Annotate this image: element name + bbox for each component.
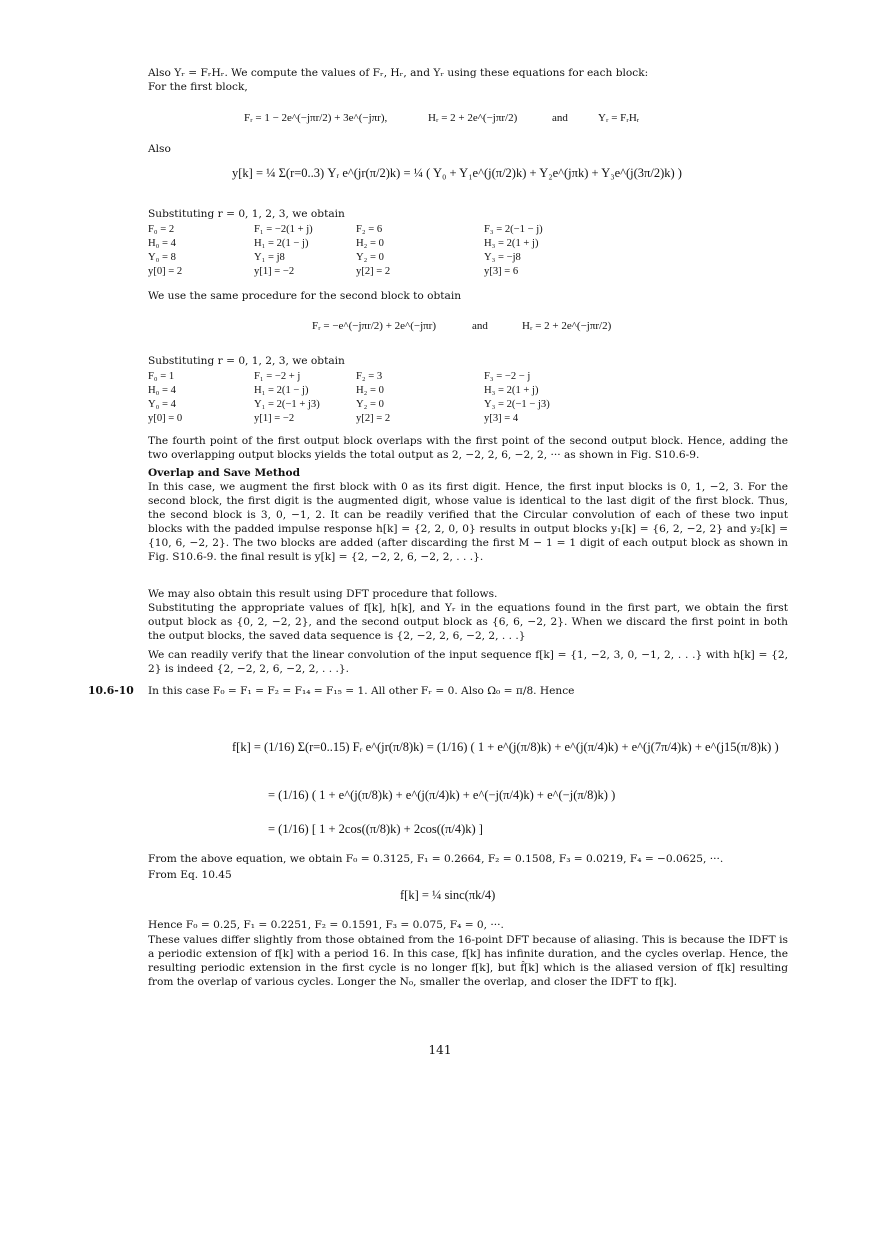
y-sum-equation: y[k] = ¼ Σ(r=0..3) Yᵣ e^(jr(π/2)k) = ¼ ( Y₀ + Y₁e^(j(π/2)k) + Y₂e^(jπk) + Y₃e^(j(3π/2)k) ) — [232, 166, 682, 180]
block2-H-equation: Hᵣ = 2 + 2e^(−jπr/2) — [522, 320, 612, 332]
fk-equation-2: = (1/16) ( 1 + e^(j(π/8)k) + e^(j(π/4)k) + e^(−j(π/4)k) + e^(−j(π/8)k) ) — [268, 788, 616, 802]
overlap-save-paragraph: In this case, we augment the first block with 0 as its first digit. Hence, the first input blocks is 0, 1, −2, 3. For the second block, the first digit is the augmented digit, whose value is identical to the last digit of the first block. Thus, the second block is 3, 0, −1, 2. It can be readily verified that the Circular convolution of each of these two input blocks with the padded impulse response h[k] = {2, 2, 0, 0} results in output blocks y₁[k] = {6, 2, −2, 2} and y₂[k] = {10, 6, −2, 2}. The two blocks are added (after discarding the first M − 1 = 1 digit of each output block as shown in Fig. S10.6-9. the final result is y[k] = {2, −2, 2, 6, −2, 2, . . .}. — [148, 481, 788, 563]
intro-line-1: Also Yᵣ = FᵣHᵣ. We compute the values of Fᵣ, Hᵣ, and Yᵣ using these equations for each block: — [148, 67, 649, 79]
fk-equation-1: f[k] = (1/16) Σ(r=0..15) Fᵣ e^(jr(π/8)k) = (1/16) ( 1 + e^(j(π/8)k) + e^(j(π/4)k) + e^(j(7π/4)k) + e^(j15(π/8)k) ) — [232, 740, 779, 754]
substituting-2: Substituting r = 0, 1, 2, 3, we obtain — [148, 355, 345, 367]
also-label: Also — [148, 143, 171, 155]
from-eq-line: From Eq. 10.45 — [148, 869, 232, 881]
verify-paragraph: We can readily verify that the linear convolution of the input sequence f[k] = {1, −2, 3, 0, −1, 2, . . .} with h[k] = {2, 2} is indeed {2, −2, 2, 6, −2, 2, . . .}. — [148, 649, 788, 675]
substituting-1: Substituting r = 0, 1, 2, 3, we obtain — [148, 208, 345, 220]
block1-F-equation: Fᵣ = 1 − 2e^(−jπr/2) + 3e^(−jπr), — [244, 112, 388, 124]
problem-intro: In this case F₀ = F₁ = F₂ = F₁₄ = F₁₅ = 1. All other Fᵣ = 0. Also Ω₀ = π/8. Hence — [148, 685, 575, 697]
block1-H-equation: Hᵣ = 2 + 2e^(−jπr/2) — [428, 112, 518, 124]
block2-and: and — [472, 320, 488, 332]
substitution-paragraph: Substituting the appropriate values of f[k], h[k], and Yᵣ in the equations found in the first part, we obtain the first output block as {0, 2, −2, 2}, and the second output block as {6, 6, −2, 2}. When we discard the first point in both the output blocks, the saved data sequence is {2, −2, 2, 6, −2, 2, . . .} — [148, 602, 788, 642]
from-above-line: From the above equation, we obtain F₀ = 0.3125, F₁ = 0.2664, F₂ = 0.1508, F₃ = 0.0219, F₄ = −0.0625, ···. — [148, 853, 724, 865]
overlap-save-heading: Overlap and Save Method — [148, 467, 300, 479]
fourth-point-paragraph: The fourth point of the first output block overlaps with the first point of the second output block. Hence, adding the two overlapping output blocks yields the total output as 2, −2, 2, 6, −2, 2, ··· as shown in Fig. S10.6-9. — [148, 435, 788, 461]
intro-line-2: For the first block, — [148, 81, 248, 93]
hence-line: Hence F₀ = 0.25, F₁ = 0.2251, F₂ = 0.1591, F₃ = 0.075, F₄ = 0, ···. — [148, 919, 504, 931]
sinc-equation: f[k] = ¼ sinc(πk/4) — [400, 888, 496, 902]
aliasing-paragraph: These values differ slightly from those obtained from the 16-point DFT because of aliasing. This is because the IDFT is a periodic extension of f[k] with a period 16. In this case, f[k] has infinite duration, and the cycles overlap. Hence, the resulting periodic extension in the first cycle is no longer f[k], but f̂[k] which is the aliased version of f[k] resulting from the overlap of various cycles. Longer the N₀, smaller the overlap, and closer the IDFT to f[k]. — [148, 934, 788, 988]
fk-equation-3: = (1/16) [ 1 + 2cos((π/8)k) + 2cos((π/4)k) ] — [268, 822, 483, 836]
same-procedure: We use the same procedure for the second block to obtain — [148, 290, 462, 302]
page-number: 141 — [428, 1043, 452, 1057]
block1-and: and — [552, 112, 568, 124]
block1-Y-equation: Yᵣ = FᵣHᵣ — [598, 112, 640, 124]
block2-F-equation: Fᵣ = −e^(−jπr/2) + 2e^(−jπr) — [312, 320, 437, 332]
problem-number: 10.6-10 — [88, 684, 134, 697]
dft-procedure-line: We may also obtain this result using DFT procedure that follows. — [148, 588, 498, 600]
